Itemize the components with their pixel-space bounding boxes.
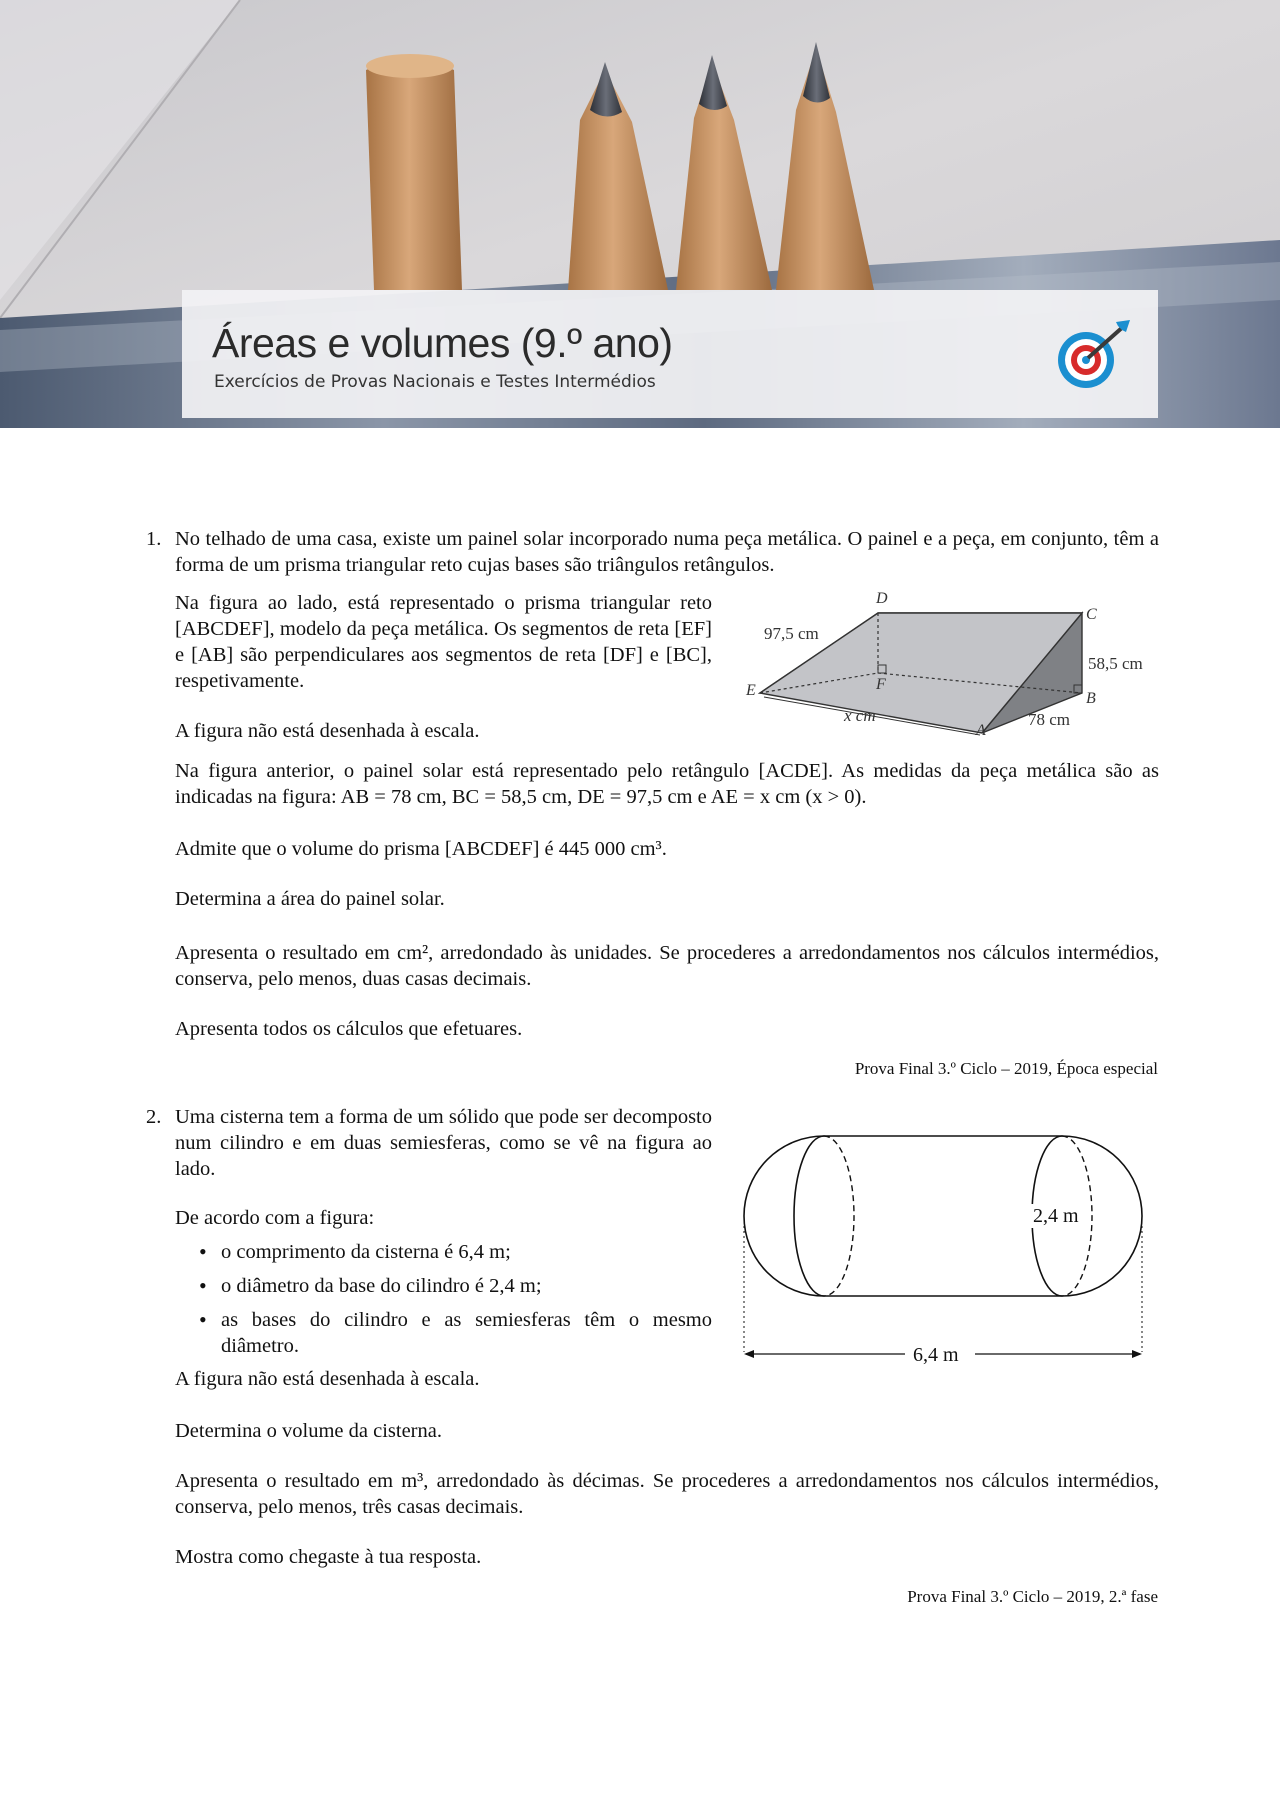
question-2-intro: Uma cisterna tem a forma de um sólido que pode ser decomposto num cilindro e em duas semiesferas, como se vê na figura ao lado.: [175, 1106, 712, 1180]
diameter-label: 2,4 m: [1033, 1205, 1079, 1227]
header-banner: [0, 0, 1280, 428]
list-item: • o comprimento da cisterna é 6,4 m;: [175, 1239, 712, 1265]
label-a: A: [976, 722, 986, 739]
question-1-number: 1.: [146, 528, 162, 550]
length-label: 6,4 m: [913, 1344, 959, 1366]
question-1-source: Prova Final 3.º Ciclo – 2019, Época especial: [854, 1059, 1158, 1078]
list-item: • as bases do cilindro e as semiesferas têm o mesmo diâmetro.: [175, 1307, 712, 1359]
question-2-according: De acordo com a figura:: [175, 1207, 375, 1229]
question-1-volume-text: Admite que o volume do prisma [ABCDEF] é 445 000 cm³.: [175, 838, 667, 860]
label-c: C: [1086, 606, 1097, 623]
question-2-number: 2.: [146, 1106, 162, 1128]
question-2-task: Determina o volume da cisterna.: [175, 1420, 442, 1442]
question-1-scale-note: A figura não está desenhada à escala.: [175, 720, 480, 742]
prism-figure: [746, 585, 1170, 745]
page-subtitle: Exercícios de Provas Nacionais e Testes Intermédios: [214, 372, 656, 392]
label-f: F: [876, 676, 886, 693]
question-2-show-work: Mostra como chegaste à tua resposta.: [175, 1546, 482, 1568]
question-2-bullet-list: [175, 1239, 712, 1359]
question-2-scale-note: A figura não está desenhada à escala.: [175, 1368, 480, 1390]
length-ae: x cm: [844, 706, 876, 725]
title-box: [182, 290, 1158, 418]
page-title: Áreas e volumes (9.º ano): [212, 320, 673, 366]
question-1-show-work: Apresenta todos os cálculos que efetuares.: [175, 1018, 523, 1040]
length-ab: 78 cm: [1028, 710, 1071, 729]
label-d: D: [876, 590, 888, 607]
length-bc: 58,5 cm: [1088, 654, 1143, 673]
cistern-figure: [730, 1130, 1150, 1370]
question-1-figure-description: Na figura ao lado, está representado o prisma triangular reto [ABCDEF], modelo da peça metálica. Os segmentos de reta [EF] e [AB] são perpendiculares aos segmentos de reta [DF] e [BC], respetivamente.: [175, 592, 712, 692]
question-1-intro: No telhado de uma casa, existe um painel solar incorporado numa peça metálica. O painel e a peça, em conjunto, têm a forma de um prisma triangular reto cujas bases são triângulos retângulos.: [175, 528, 1159, 576]
label-b: B: [1086, 690, 1096, 707]
length-de: 97,5 cm: [764, 624, 819, 643]
list-item: • o diâmetro da base do cilindro é 2,4 m;: [175, 1273, 712, 1299]
question-2-rounding: Apresenta o resultado em m³, arredondado às décimas. Se procederes a arredondamentos nos cálculos intermédios, conserva, pelo menos, três casas decimais.: [175, 1470, 1159, 1518]
target-arrow-icon: [1054, 318, 1134, 390]
label-e: E: [746, 682, 756, 699]
question-2-source: Prova Final 3.º Ciclo – 2019, 2.ª fase: [907, 1587, 1158, 1606]
question-1-panel-text: Na figura anterior, o painel solar está representado pelo retângulo [ACDE]. As medidas da peça metálica são as indicadas na figura: AB = 78 cm, BC = 58,5 cm, DE = 97,5 cm e AE = x cm (x > 0).: [175, 760, 1159, 808]
question-1-task: Determina a área do painel solar.: [175, 888, 445, 910]
question-1-rounding: Apresenta o resultado em cm², arredondado às unidades. Se procederes a arredondamentos nos cálculos intermédios, conserva, pelo menos, duas casas decimais.: [175, 942, 1159, 990]
